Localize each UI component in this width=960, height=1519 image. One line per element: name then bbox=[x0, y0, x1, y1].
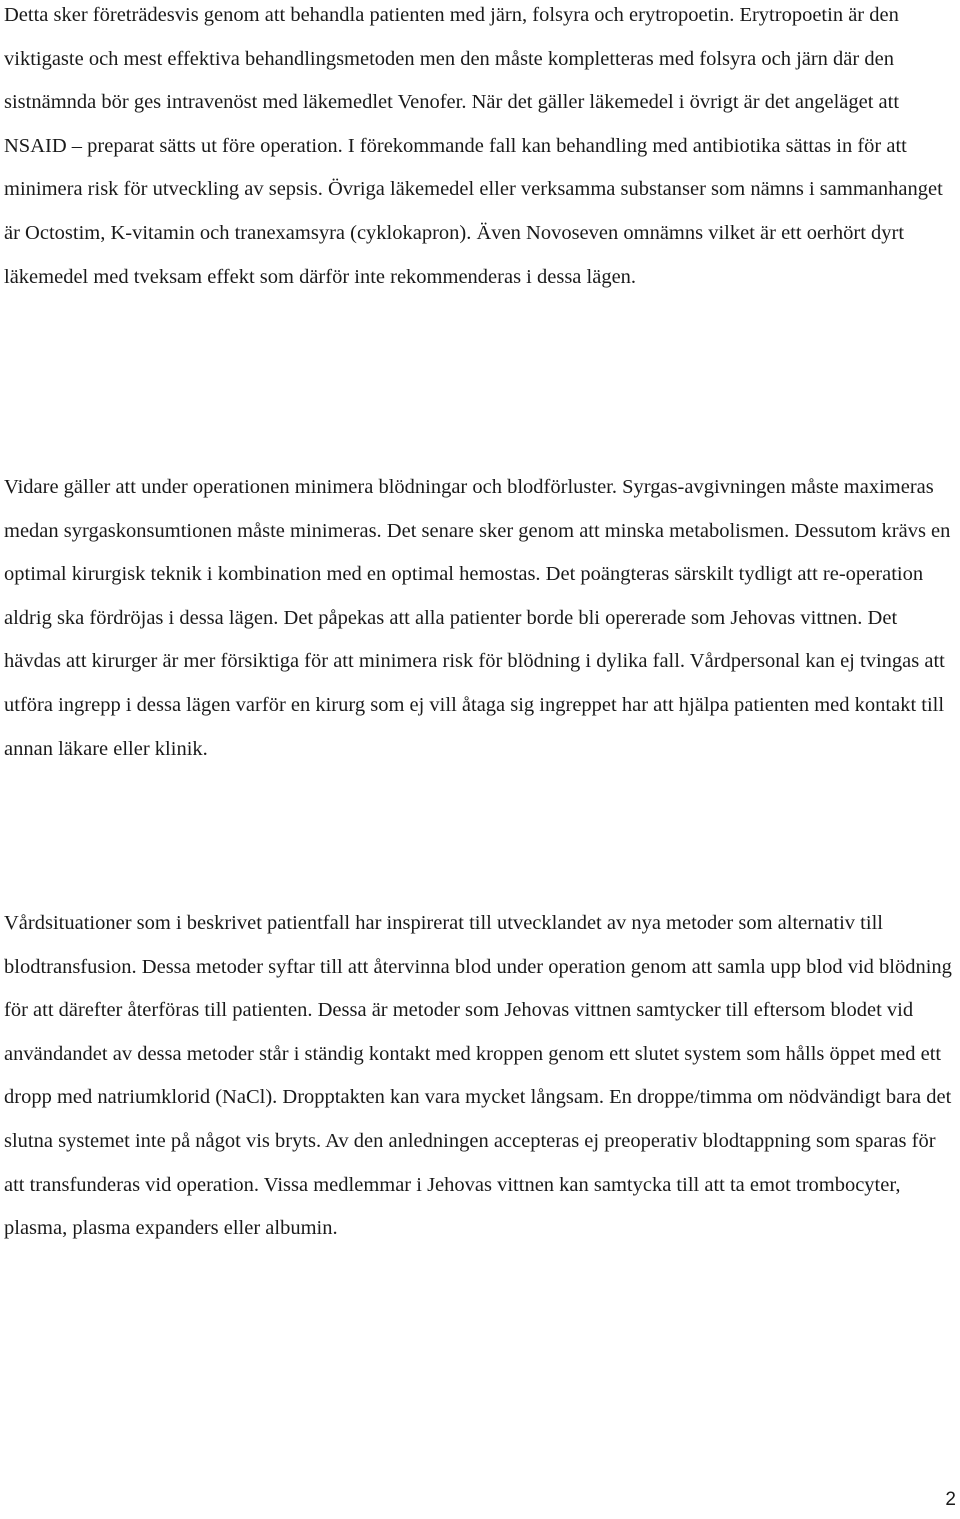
paragraph-treatment: Detta sker företrädesvis genom att behandla patienten med järn, folsyra och erytropoetin. Erytropoetin är den viktigaste och mest effektiva behandlingsmetoden men den måste kompletteras med folsyra och järn där den sistnämnda bör ges intravenöst med läkemedlet Venofer. När det gäller läkemedel i övrigt är det angeläget att NSAID – preparat sätts ut före operation. I förekommande fall kan behandling med antibiotika sättas in för att minimera risk för utveckling av sepsis. Övriga läkemedel eller verksamma substanser som nämns i sammanhanget är Octostim, K-vitamin och tranexamsyra (cyklokapron). Även Novoseven omnämns vilket är ett oerhört dyrt läkemedel med tveksam effekt som därför inte rekommenderas i dessa lägen. bbox=[4, 4, 943, 288]
paragraph-blood-recovery: Vårdsituationer som i beskrivet patientfall har inspirerat till utvecklandet av nya metoder som alternativ till blodtransfusion. Dessa metoder syftar till att återvinna blod under operation genom att samla upp blod vid blödning för att därefter återföras till patienten. Dessa är metoder som Jehovas vittnen samtycker till eftersom blodet vid användandet av dessa metoder står i ständig kontakt med kroppen genom ett slutet system som hålls öppet med ett dropp med natriumklorid (NaCl). Dropptakten kan vara mycket långsam. En droppe/timma om nödvändigt bara det slutna systemet inte på något vis bryts. Av den anledningen accepteras ej preoperativ blodtappning som sparas för att transfunderas vid operation. Vissa medlemmar i Jehovas vittnen kan samtycka till att ta emot trombocyter, plasma, plasma expanders eller albumin. bbox=[4, 912, 952, 1240]
paragraph-operation: Vidare gäller att under operationen minimera blödningar och blodförluster. Syrgas-avgivningen måste maximeras medan syrgaskonsumtionen måste minimeras. Det senare sker genom att minska metabolismen. Dessutom krävs en optimal kirurgisk teknik i kombination med en optimal hemostas. Det poängteras särskilt tydligt att re-operation aldrig ska fördröjas i dessa lägen. Det påpekas att alla patienter borde bli opererade som Jehovas vittnen. Det hävdas att kirurger är mer försiktiga för att minimera risk för blödning i dylika fall. Vårdpersonal kan ej tvingas att utföra ingrepp i dessa lägen varför en kirurg som ej vill åtaga sig ingreppet har att hjälpa patienten med kontakt till annan läkare eller klinik. bbox=[4, 476, 951, 760]
page-number: 2 bbox=[945, 1489, 956, 1510]
